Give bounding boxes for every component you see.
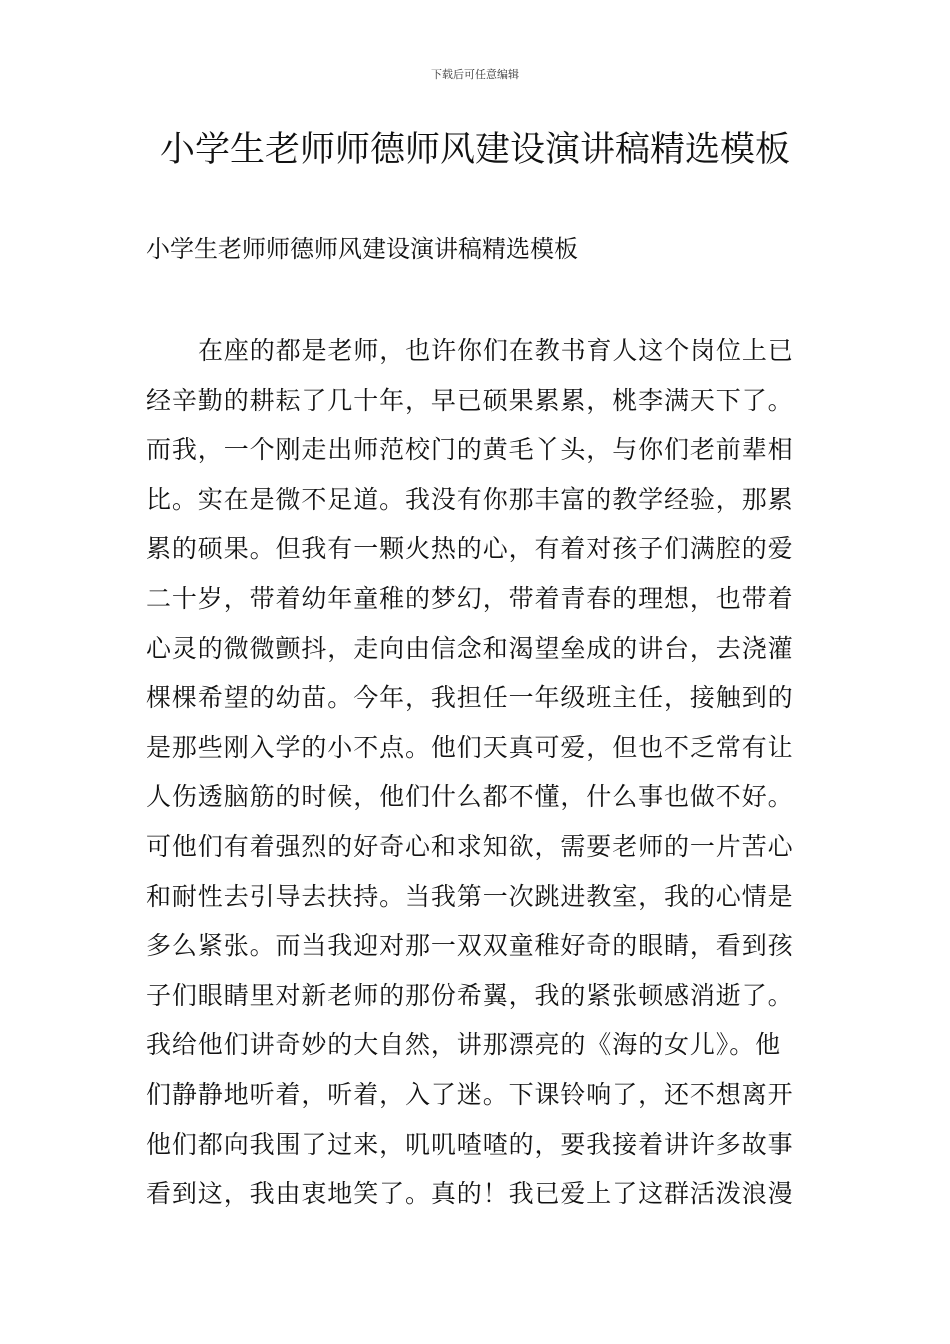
body-line: 二十岁，带着幼年童稚的梦幻，带着青春的理想，也带着 bbox=[146, 583, 794, 613]
body-line: 人伤透脑筋的时候，他们什么都不懂，什么事也做不好。 bbox=[146, 782, 794, 812]
body-paragraph bbox=[146, 326, 806, 1219]
body-line: 经辛勤的耕耘了几十年，早已硕果累累，桃李满天下了。 bbox=[146, 385, 794, 415]
body-line: 他们都向我围了过来，叽叽喳喳的，要我接着讲许多故事 bbox=[146, 1129, 794, 1159]
body-line: 棵棵希望的幼苗。今年，我担任一年级班主任，接触到的 bbox=[146, 683, 794, 713]
body-line: 心灵的微微颤抖，走向由信念和渴望垒成的讲台，去浇灌 bbox=[146, 633, 794, 663]
header-note: 下载后可任意编辑 bbox=[431, 68, 519, 81]
body-line: 在座的都是老师，也许你们在教书育人这个岗位上已 bbox=[198, 336, 794, 365]
document-title: 小学生老师师德师风建设演讲稿精选模板 bbox=[159, 130, 790, 170]
body-line: 而我，一个刚走出师范校门的黄毛丫头，与你们老前辈相 bbox=[146, 435, 794, 465]
body-line: 们静静地听着，听着，入了迷。下课铃响了，还不想离开 bbox=[146, 1079, 794, 1109]
body-line: 我给他们讲奇妙的大自然，讲那漂亮的《海的女儿》。他 bbox=[146, 1030, 782, 1060]
body-line: 看到这，我由衷地笑了。真的！我已爱上了这群活泼浪漫 bbox=[146, 1179, 794, 1209]
body-line: 可他们有着强烈的好奇心和求知欲，需要老师的一片苦心 bbox=[146, 831, 794, 861]
body-line: 多么紧张。而当我迎对那一双双童稚好奇的眼睛，看到孩 bbox=[146, 931, 794, 961]
body-line: 比。实在是微不足道。我没有你那丰富的教学经验，那累 bbox=[146, 484, 794, 514]
document-subtitle: 小学生老师师德师风建设演讲稿精选模板 bbox=[146, 235, 578, 263]
body-line: 和耐性去引导去扶持。当我第一次跳进教室，我的心情是 bbox=[146, 881, 794, 911]
body-line: 是那些刚入学的小不点。他们天真可爱，但也不乏常有让 bbox=[146, 732, 794, 762]
body-line: 累的硕果。但我有一颗火热的心，有着对孩子们满腔的爱 bbox=[146, 534, 794, 564]
body-line: 子们眼睛里对新老师的那份希翼，我的紧张顿感消逝了。 bbox=[146, 980, 794, 1010]
